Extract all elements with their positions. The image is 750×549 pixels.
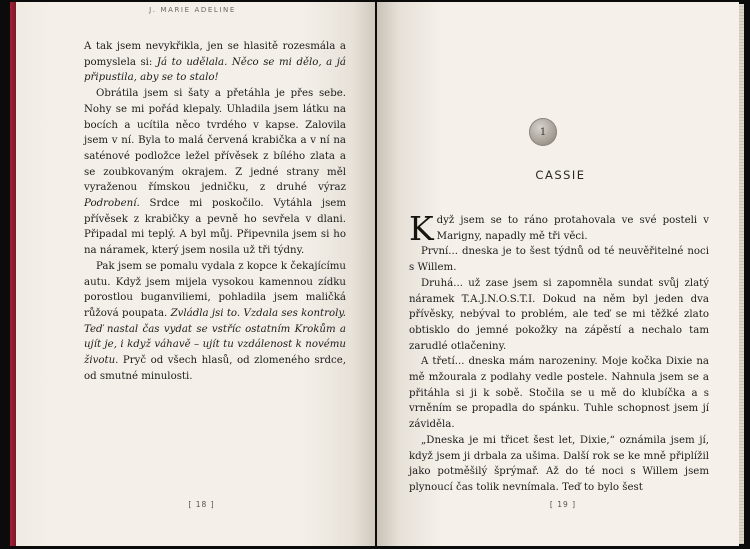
paragraph-1: Když jsem se to ráno protahovala ve své posteli v Marigny, napadly mě tři věci. (409, 209, 709, 248)
paragraph-3: Pak jsem se pomalu vydala z kopce k čekajícímu autu. Když jsem mijela vysokou kamennou zídku porostlou buganviliemi, pohladila jsem maličká růžová poupata. Zvládla jsi to. Vzdala ses kontroly. Teď nastal čas vydat se vstříc ostatním Krokům a ujít je, i když váhavě – ujít tu vzdálenost k novému životu. Pryč od všech hlasů, od zlomeného srdce, od smutné minulosti. (84, 260, 346, 382)
chapter-number-medallion (529, 118, 557, 146)
paragraph-2: Obrátila jsem si šaty a přetáhla je přes sebe. Nohy se mi pořád klepaly. Uhladila jsem látku na bocích a ucítila něco tvrdého v kapse. Zalovila jsem v ní. Byla to malá červená krabička a v ní na saténové podložce ležel přívěsek z bílého zlata a se zoubkovaným okrajem. Z jedné strany měl vyraženou římskou jedničku, z druhé výraz Podrobení. Srdce mi poskočilo. Vytáhla jsem přívěsek z krabičky a pevně ho sevřela v dlani. Připadal mi teplý. A byl můj. Připevnila jsem si ho na náramek, který jsem nosila už tři týdny. (84, 88, 346, 257)
left-page-text (84, 39, 346, 384)
paragraph-1: A tak jsem nevykřikla, jen se hlasitě rozesmála a pomyslela si: Já to udělala. Něco se mi dělo, a já připustila, aby se to stalo! (84, 41, 346, 84)
chapter-title: CASSIE (535, 168, 586, 182)
right-page-text (409, 209, 709, 496)
paragraph-2: První... dneska je to šest týdnů od té neuvěřitelné noci s Willem. (409, 246, 709, 274)
page-stack-edge (739, 4, 744, 544)
running-head: J. MARIE ADELINE (149, 6, 236, 14)
paragraph-4: A třetí... dneska mám narozeniny. Moje kočka Dixie na mě mžourala z podlahy vedle postele. Nahnula jsem se a přitáhla si ji k sobě. Stočila se u mě do klubíčka a s vrněním se propadla do spánku. Tuhle schopnost jsem jí záviděla. (409, 356, 709, 431)
paragraph-5: „Dneska je mi třicet šest let, Dixie,“ oznámila jsem jí, když jsem ji drbala za ušima. Další rok se ke mně připlížil jako potměšilý šprýmař. Až do té noci s Willem jsem plynoucí čas tolik nevnímala. Teď to bylo šest (409, 434, 709, 493)
right-page (377, 2, 739, 546)
page-number-right: [ 19 ] (549, 500, 577, 509)
book-cover-edge (10, 2, 16, 546)
left-page (10, 2, 375, 546)
chapter-number: 1 (539, 126, 547, 138)
drop-cap: K (409, 209, 434, 248)
page-number-left: [ 18 ] (188, 500, 215, 509)
paragraph-3: Druhá... už zase jsem si zapomněla sundat svůj zlatý náramek T.A.J.N.O.S.T.I. Dokud na něm byl jeden dva přívěsky, nebýval to problém, ale teď se mi těžké zlato obtisklo do jemné pokožky na zápěstí a nechalo tam zarudlé otlačeniny. (409, 277, 709, 352)
